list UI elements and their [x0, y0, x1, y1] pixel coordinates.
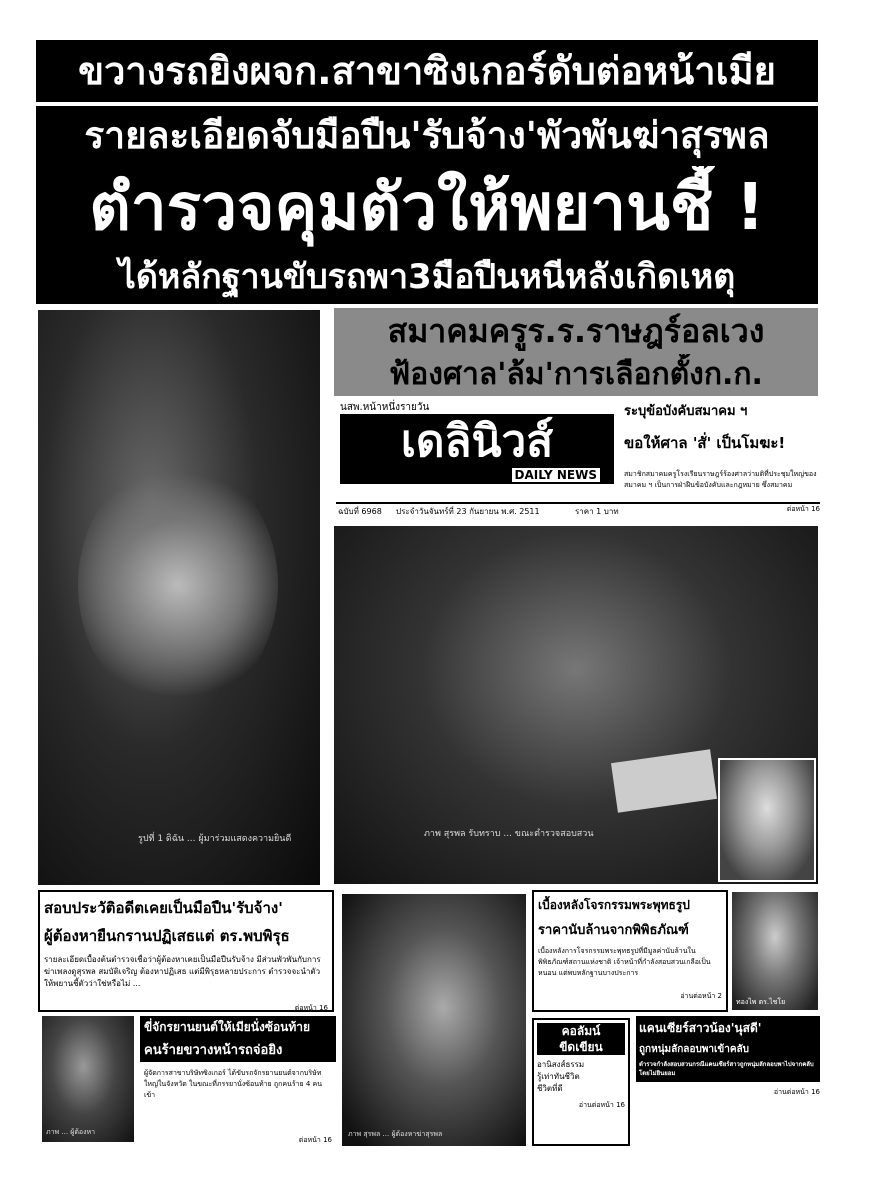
story-c-title-2: ราคานับล้านจากพิพิธภัณฑ์ [538, 923, 689, 938]
story-d-cont: อ่านต่อหน้า 16 [773, 1088, 820, 1096]
masthead-date: ประจำวันจันทร์ที่ 23 กันยายน พ.ศ. 2511 [396, 507, 540, 516]
story-b [140, 1016, 336, 1146]
story-a-cont: ต่อหน้า 16 [294, 1004, 328, 1012]
story-c [532, 890, 728, 1012]
story-c-cont: อ่านต่อหน้า 2 [680, 992, 722, 1000]
banner-2: ฟ้องศาล'ล้ม'การเลือกตั้งก.ก. [334, 354, 818, 396]
banner-1: สมาคมครูร.ร.ราษฎร์อลเวง [334, 308, 818, 354]
story-a-body: รายละเอียดเบื้องต้นตำรวจเชื่อว่าผู้ต้องหาเคยเป็นมือปืนรับจ้าง มีส่วนพัวพันกับการฆ่าเพลงดูสุรพล สมบัติเจริญ ต้องหาปฏิเสธ แต่มีพิรุธหลายประการ ตำรวจจะนำตัวให้พยานชี้ตัวว่าใช่หรือไม่ ... [44, 955, 321, 988]
story-b-cont: ต่อหน้า 16 [298, 1136, 332, 1144]
photo-b [42, 1016, 134, 1142]
kiosk-item-0: อานิสงส์ธรรม [537, 1060, 585, 1069]
masthead-issue: ฉบับที่ 6968 [338, 507, 382, 516]
story-d-title-1: แคนเซียร์สาวน้อง'นุสดี' [639, 1021, 762, 1035]
kiosk-cont: อ่านต่อหน้า 16 [578, 1101, 625, 1109]
headline-1: ขวางรถยิงผจก.สาขาซิงเกอร์ดับต่อหน้าเมีย [36, 40, 818, 102]
masthead [336, 400, 618, 518]
kiosk [532, 1018, 630, 1146]
story-d-body: ตำรวจกำลังสอบสวนกรณีแคนเซียร์สาวถูกหนุ่มลักลอบพาไปจากคลับโดยไม่ยินยอม [639, 1061, 814, 1077]
portrait-right [732, 892, 818, 1010]
headline-2: รายละเอียดจับมือปืน'รับจ้าง'พัวพันฆ่าสุรพล [36, 106, 818, 166]
kiosk-item-2: ชีวิตที่ดี [537, 1084, 563, 1093]
side-story-title-2: ขอให้ศาล 'สั่' เป็นโมฆะ! [624, 434, 786, 452]
kiosk-title-2: ขีดเขียน [559, 1040, 603, 1054]
photo-b-caption: ภาพ ... ผู้ต้องหา [46, 1128, 96, 1136]
masthead-logo [340, 414, 614, 484]
story-c-title-1: เบื้องหลังโจรกรรมพระพุทธรูป [538, 898, 690, 912]
photo-left [38, 310, 320, 885]
story-c-body: เบื้องหลังการโจรกรรมพระพุทธรูปที่มีมูลค่านับล้านในพิพิธภัณฑ์สถานแห่งชาติ เจ้าหน้าที่กำลังสอบสวนเกลือเป็นหนอน แต่พบหลักฐานบางประการ [538, 947, 711, 977]
story-a [38, 890, 334, 1012]
side-story-body: สมาชิกสมาคมครูโรงเรียนราษฎร์ร้องศาลว่ามติที่ประชุมใหญ่ของสมาคม ฯ เป็นการฝ่าฝืนข้อบังคับและกฎหมาย ซึ่งสมาคม [624, 470, 817, 489]
kiosk-title-1: คอลัมน์ [561, 1024, 601, 1038]
photo-center-caption: ภาพ สุรพล รับทราบ ... ขณะตำรวจสอบสวน [424, 829, 594, 839]
masthead-name-thai: เดลินิวส์ [400, 416, 554, 467]
photo-d [342, 894, 526, 1146]
story-a-title-1: สอบประวัติอดีตเคยเป็นมือปืน'รับจ้าง' [44, 899, 283, 917]
masthead-tagline: นสพ.หน้าหนึ่งรายวัน [340, 402, 430, 413]
headline-3: ตำรวจคุมตัวให้พยานชี้ ! [36, 166, 818, 250]
photo-left-caption: รูปที่ 1 ดิฉัน ... ผู้มาร่วมแสดงความยินดี [138, 834, 292, 844]
photo-d-caption: ภาพ สุรพล ... ผู้ต้องหาฆ่าสุรพล [348, 1130, 443, 1138]
story-b-title-2: คนร้ายขวางหน้ารถจ่อยิง [144, 1043, 283, 1058]
garland-shape [78, 460, 278, 710]
portrait-right-caption: ทองไพ ตร.ไชโย [736, 998, 786, 1006]
masthead-price: ราคา 1 บาท [575, 507, 619, 516]
story-a-title-2: ผู้ต้องหายืนกรานปฏิเสธแต่ ตร.พบพิรุธ [44, 927, 290, 945]
photo-center [334, 526, 818, 884]
kiosk-item-1: รู้เท่าทันชีวิต [537, 1072, 580, 1081]
story-d [636, 1016, 820, 1146]
side-story-title-1: ระบุข้อบังคับสมาคม ฯ [624, 404, 748, 419]
masthead-name-en: DAILY NEWS [512, 468, 600, 482]
side-story [624, 400, 820, 520]
portrait-inset [718, 758, 816, 882]
headline-4: ได้หลักฐานขับรถพา3มือปืนหนีหลังเกิดเหตุ [36, 250, 818, 304]
story-d-title-2: ถูกหนุ่มลักลอบพาเข้าคลับ [639, 1044, 750, 1055]
story-b-title-1: ขี่จักรยานยนต์ให้เมียนั่งซ้อนท้าย [144, 1020, 311, 1034]
story-b-body: ผู้จัดการสาขาบริษัทซิงเกอร์ ได้ขับรถจักรยานยนต์จากบริษัทใหญ่ในจังหวัด ในขณะที่ภรรยานั่งซ้อนท้าย ถูกคนร้าย 4 คนเข้า [144, 1069, 322, 1099]
side-story-cont: ต่อหน้า 16 [786, 505, 820, 513]
